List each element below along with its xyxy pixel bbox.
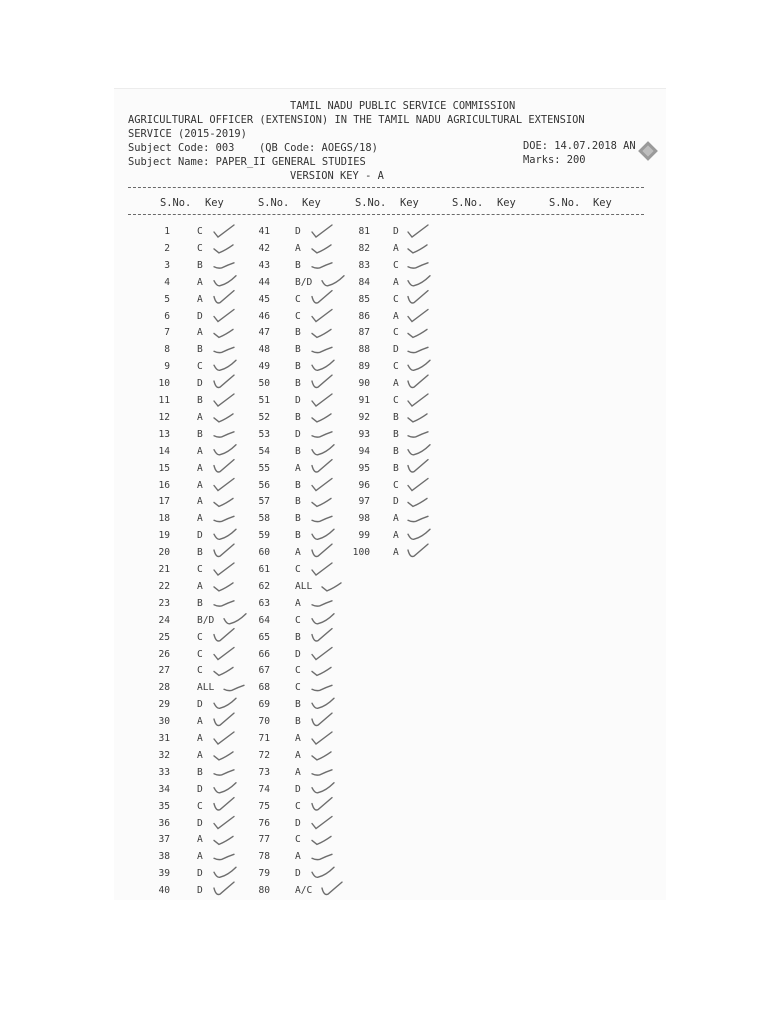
- answer-key: B: [295, 327, 301, 339]
- answer-key: B: [393, 411, 399, 423]
- answer-sno: 29: [158, 699, 170, 711]
- answer-key: D: [197, 868, 203, 880]
- answer-key: A/C: [295, 885, 313, 897]
- answer-sno: 83: [358, 259, 370, 271]
- answer-sno: 38: [158, 851, 170, 863]
- answer-sno: 1: [164, 226, 170, 237]
- answer-sno: 13: [158, 428, 170, 440]
- answer-key: A: [197, 851, 203, 863]
- answer-key: B: [197, 547, 203, 559]
- answer-key: B: [295, 716, 301, 728]
- answer-key: D: [197, 378, 203, 390]
- answer-key: A: [393, 513, 399, 525]
- answer-sno: 37: [158, 834, 170, 846]
- answer-key: A: [197, 276, 203, 288]
- answer-sno: 28: [158, 682, 170, 694]
- date-of-exam: DOE: 14.07.2018 AN: [523, 140, 636, 152]
- answer-key: B: [197, 344, 203, 356]
- answer-sno: 74: [258, 783, 270, 795]
- answer-key: A: [197, 327, 203, 339]
- answer-sno: 41: [258, 226, 270, 237]
- answer-sno: 34: [158, 783, 170, 795]
- answer-sno: 60: [258, 547, 270, 559]
- answer-key: C: [197, 665, 203, 677]
- answer-key: A: [393, 530, 399, 542]
- answer-sno: 76: [258, 817, 270, 829]
- answer-sno: 30: [158, 716, 170, 728]
- answer-sno: 94: [358, 445, 370, 457]
- post-title-line2: SERVICE (2015-2019): [128, 128, 247, 140]
- answer-key: B: [197, 597, 203, 609]
- answer-key: C: [393, 395, 399, 406]
- answer-key: A: [393, 547, 399, 559]
- answer-key: C: [197, 800, 203, 812]
- answer-sno: 63: [258, 597, 270, 609]
- answer-sno: 75: [258, 800, 270, 812]
- answer-key: B: [295, 344, 301, 356]
- answer-key: C: [393, 479, 399, 491]
- answer-sno: 95: [358, 462, 370, 474]
- answer-key: A: [295, 547, 301, 559]
- answer-sno: 12: [158, 411, 170, 423]
- answer-key: A: [197, 496, 203, 508]
- answer-sno: 54: [258, 445, 270, 457]
- answer-key: A: [393, 310, 399, 322]
- answer-key: D: [295, 817, 301, 829]
- answer-key: C: [295, 682, 301, 694]
- answer-sno: 6: [164, 310, 170, 322]
- answer-key: C: [295, 564, 301, 575]
- divider-top: [128, 187, 644, 188]
- answer-sno: 45: [258, 293, 270, 305]
- answer-sno: 31: [158, 733, 170, 744]
- answer-key: C: [393, 293, 399, 305]
- answer-sno: 17: [158, 496, 170, 508]
- col1-key-header: Key: [205, 197, 224, 209]
- answer-sno: 36: [158, 817, 170, 829]
- col3-key-header: Key: [400, 197, 419, 209]
- answer-sno: 82: [358, 242, 370, 254]
- answer-key: B: [295, 378, 301, 390]
- col5-sno-header: S.No.: [549, 197, 581, 209]
- answer-key: A: [197, 445, 203, 457]
- answer-key: D: [197, 310, 203, 322]
- col5-key-header: Key: [593, 197, 612, 209]
- answer-key: A: [295, 462, 301, 474]
- subject-name: Subject Name: PAPER_II GENERAL STUDIES: [128, 156, 366, 168]
- answer-key: B: [197, 259, 203, 271]
- answer-sno: 64: [258, 614, 270, 626]
- answer-key: D: [393, 496, 399, 508]
- answer-sno: 19: [158, 530, 170, 542]
- answer-key: A: [197, 411, 203, 423]
- answer-sno: 58: [258, 513, 270, 525]
- answer-sno: 44: [258, 276, 270, 288]
- answer-key: B: [295, 699, 301, 711]
- answer-sno: 92: [358, 411, 370, 423]
- answer-key: B: [295, 513, 301, 525]
- answer-sno: 47: [258, 327, 270, 339]
- answer-key: C: [295, 614, 301, 626]
- marks: Marks: 200: [523, 154, 586, 166]
- answer-key: D: [197, 530, 203, 542]
- answer-sno: 86: [358, 310, 370, 322]
- answer-sno: 10: [158, 378, 170, 390]
- answer-key: B/D: [295, 276, 313, 288]
- answer-key: A: [393, 378, 399, 390]
- answer-key: C: [295, 310, 301, 322]
- answer-key: C: [197, 226, 203, 237]
- answer-sno: 32: [158, 749, 170, 761]
- answer-key: C: [393, 327, 399, 339]
- answer-key: B: [295, 361, 301, 373]
- answer-key: A: [295, 749, 301, 761]
- col1-sno-header: S.No.: [160, 197, 192, 209]
- answer-sno: 23: [158, 597, 170, 609]
- answer-key: D: [295, 428, 301, 440]
- answer-sno: 87: [358, 327, 370, 339]
- answer-sno: 61: [258, 564, 270, 575]
- subject-code: Subject Code: 003: [128, 142, 235, 154]
- answer-sno: 8: [164, 344, 170, 356]
- answer-key: B: [393, 445, 399, 457]
- answer-sno: 85: [358, 293, 370, 305]
- answer-key: B: [295, 259, 301, 271]
- answer-key: B: [197, 395, 203, 406]
- answer-key: D: [295, 395, 301, 406]
- answer-sno: 71: [258, 733, 270, 744]
- answer-sno: 66: [258, 648, 270, 660]
- answer-key: A: [197, 513, 203, 525]
- version-key: VERSION KEY - A: [290, 170, 384, 182]
- answer-key: D: [197, 817, 203, 829]
- answer-sno: 4: [164, 276, 170, 288]
- divider-header: [128, 214, 644, 215]
- answer-sno: 14: [158, 445, 170, 457]
- answer-key: D: [393, 226, 399, 237]
- answer-sno: 93: [358, 428, 370, 440]
- answer-sno: 78: [258, 851, 270, 863]
- answer-sno: 48: [258, 344, 270, 356]
- answer-sno: 56: [258, 479, 270, 491]
- col4-sno-header: S.No.: [452, 197, 484, 209]
- answer-sno: 11: [158, 395, 170, 406]
- answer-key: C: [393, 259, 399, 271]
- answer-sno: 91: [358, 395, 370, 406]
- answer-sno: 89: [358, 361, 370, 373]
- answer-sno: 27: [158, 665, 170, 677]
- answer-sno: 24: [158, 614, 170, 626]
- answer-key: B: [295, 530, 301, 542]
- answer-key: ALL: [295, 580, 313, 592]
- answer-sno: 57: [258, 496, 270, 508]
- answer-key: A: [197, 733, 203, 744]
- answer-key: B: [295, 631, 301, 643]
- answer-sno: 65: [258, 631, 270, 643]
- col3-sno-header: S.No.: [355, 197, 387, 209]
- answer-sno: 90: [358, 378, 370, 390]
- answer-sno: 21: [158, 564, 170, 575]
- answer-key: A: [393, 276, 399, 288]
- answer-sno: 79: [258, 868, 270, 880]
- answer-key: B: [197, 766, 203, 778]
- answer-sno: 33: [158, 766, 170, 778]
- answer-key: A: [295, 733, 301, 744]
- answer-sno: 25: [158, 631, 170, 643]
- answer-sno: 50: [258, 378, 270, 390]
- answer-sno: 84: [358, 276, 370, 288]
- answer-sno: 2: [164, 242, 170, 254]
- answer-key: A: [197, 293, 203, 305]
- answer-sno: 16: [158, 479, 170, 491]
- answer-sno: 72: [258, 749, 270, 761]
- answer-sno: 77: [258, 834, 270, 846]
- answer-key: B: [295, 411, 301, 423]
- answer-sno: 53: [258, 428, 270, 440]
- answer-key: B: [393, 462, 399, 474]
- answer-key: A: [295, 766, 301, 778]
- answer-sno: 26: [158, 648, 170, 660]
- answer-sno: 96: [358, 479, 370, 491]
- qb-code: (QB Code: AOEGS/18): [259, 142, 378, 154]
- answer-sno: 67: [258, 665, 270, 677]
- answer-key: C: [197, 564, 203, 575]
- answer-sno: 42: [258, 242, 270, 254]
- answer-key: B: [295, 496, 301, 508]
- answer-key: D: [295, 868, 301, 880]
- answer-key: D: [393, 344, 399, 356]
- answer-key: C: [295, 293, 301, 305]
- sheet-edge: [114, 88, 666, 89]
- answer-key: D: [197, 885, 203, 897]
- scanned-sheet: [114, 88, 666, 900]
- answer-sno: 46: [258, 310, 270, 322]
- answer-sno: 99: [358, 530, 370, 542]
- col2-sno-header: S.No.: [258, 197, 290, 209]
- answer-sno: 22: [158, 580, 170, 592]
- answer-key: C: [295, 800, 301, 812]
- answer-sno: 98: [358, 513, 370, 525]
- answer-key: A: [295, 242, 301, 254]
- answer-key: D: [197, 783, 203, 795]
- answer-key: B: [295, 445, 301, 457]
- answer-sno: 59: [258, 530, 270, 542]
- answer-sno: 15: [158, 462, 170, 474]
- answer-key: A: [295, 851, 301, 863]
- answer-sno: 73: [258, 766, 270, 778]
- answer-key: C: [393, 361, 399, 373]
- answer-key: C: [197, 648, 203, 660]
- answer-key: A: [197, 462, 203, 474]
- answer-key: A: [393, 242, 399, 254]
- answer-sno: 9: [164, 361, 170, 373]
- answer-key: B/D: [197, 614, 215, 626]
- answer-sno: 40: [158, 885, 170, 897]
- answer-key: B: [295, 479, 301, 491]
- answer-sno: 20: [158, 547, 170, 559]
- answer-key: B: [197, 428, 203, 440]
- answer-sno: 100: [352, 547, 370, 559]
- answer-sno: 49: [258, 361, 270, 373]
- answer-sno: 39: [158, 868, 170, 880]
- answer-key: A: [295, 597, 301, 609]
- answer-sno: 62: [258, 580, 270, 592]
- answer-sno: 43: [258, 259, 270, 271]
- answer-sno: 52: [258, 411, 270, 423]
- answer-key: D: [295, 648, 301, 660]
- answer-key: C: [197, 361, 203, 373]
- answer-key: C: [295, 834, 301, 846]
- answer-sno: 18: [158, 513, 170, 525]
- answer-key: A: [197, 749, 203, 761]
- answer-sno: 80: [258, 885, 270, 897]
- answer-sno: 69: [258, 699, 270, 711]
- answer-sno: 68: [258, 682, 270, 694]
- answer-key: D: [295, 783, 301, 795]
- answer-sno: 55: [258, 462, 270, 474]
- answer-key: A: [197, 479, 203, 491]
- answer-sno: 70: [258, 716, 270, 728]
- commission-title: TAMIL NADU PUBLIC SERVICE COMMISSION: [290, 100, 516, 112]
- answer-key: A: [197, 716, 203, 728]
- answer-sno: 88: [358, 344, 370, 356]
- col2-key-header: Key: [302, 197, 321, 209]
- answer-key: D: [295, 226, 301, 237]
- answer-key: C: [197, 631, 203, 643]
- answer-sno: 7: [164, 327, 170, 339]
- answer-sno: 97: [358, 496, 370, 508]
- answer-sno: 35: [158, 800, 170, 812]
- post-title-line1: AGRICULTURAL OFFICER (EXTENSION) IN THE TAMIL NADU AGRICULTURAL EXTENSION: [128, 114, 585, 126]
- answer-key: B: [393, 428, 399, 440]
- answer-sno: 81: [358, 226, 370, 237]
- col4-key-header: Key: [497, 197, 516, 209]
- answer-sno: 51: [258, 395, 270, 406]
- answer-key: A: [197, 834, 203, 846]
- answer-sno: 3: [164, 259, 170, 271]
- answer-key: A: [197, 580, 203, 592]
- answer-sno: 5: [164, 293, 170, 305]
- answer-key: C: [295, 665, 301, 677]
- answer-key: ALL: [197, 682, 215, 694]
- answer-key: C: [197, 242, 203, 254]
- answer-key: D: [197, 699, 203, 711]
